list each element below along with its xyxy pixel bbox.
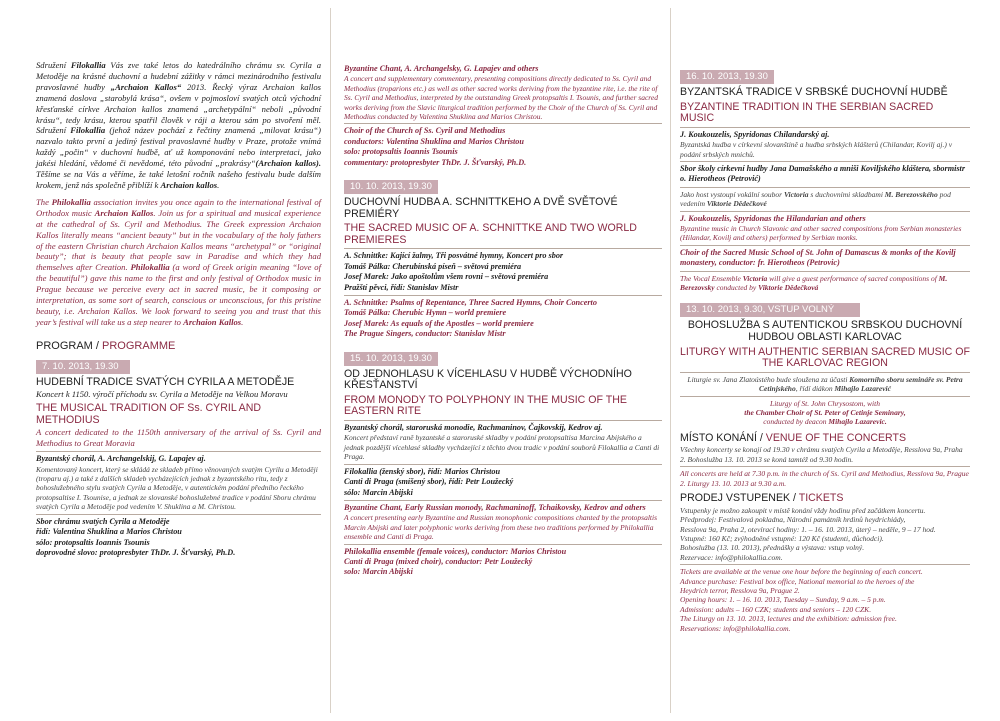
- concert1-solo-cz: sólo: protopsaltis Ioannis Tsounis: [36, 537, 150, 547]
- rule: [344, 123, 662, 124]
- concert2-title-en: THE SACRED MUSIC OF A. SCHNITTKE AND TWO WORLD PREMIERES: [344, 222, 637, 246]
- tickets-line-cz: Resslova 9a, Praha 2, otevírací hodiny: 1. – 16. 10. 2013, úterý – neděle, 9 – 17 hod.: [680, 524, 936, 534]
- liturgy-desc-en: Liturgy of St. John Chrysostom, with the Chamber Choir of St. Peter of Cetinje Seminary, conducted by deacon Mihajlo Lazarevic.: [744, 398, 906, 427]
- rule: [680, 127, 970, 128]
- liturgy-title-cz: BOHOSLUŽBA S AUTENTICKOU SRBSKOU DUCHOVNÍ HUDBOU OBLASTI KARLOVAC: [687, 319, 963, 344]
- rule: [680, 187, 970, 188]
- concert2-line-en: Tomáš Pálka: Cherubic Hymn – world premiere: [344, 308, 507, 318]
- concert3-title-en: FROM MONODY TO POLYPHONY IN THE MUSIC OF THE EASTERN RITE: [344, 393, 627, 418]
- concert1-sub-en: A concert dedicated to the 1150th anniversary of the arrival of Ss. Cyril and Methodius to Great Moravia: [36, 427, 321, 449]
- concert4-extra-en: The Vocal Ensemble Victoria will give a guest performance of sacred compositions of M. Berezovsky conducted by Viktorie Dědečková: [680, 273, 948, 293]
- concert3-ens1-cz: Filokallia (ženský sbor), řídí: Marios Christou: [344, 466, 501, 476]
- concert1-title-cz: HUDEBNÍ TRADICE SVATÝCH CYRILA A METODĚJE: [36, 375, 295, 388]
- tickets-line-en: Tickets are available at the venue one hour before the beginning of each concert.: [680, 567, 923, 577]
- concert1-title-en: THE MUSICAL TRADITION OF Ss. CYRIL AND METHODIUS: [36, 402, 262, 426]
- concert3-ens1-en: Philokallia ensemble (female voices), conductor: Marios Christou: [344, 546, 567, 556]
- tickets-line-cz: Bohoslužba (13. 10. 2013), přednášky a výstava: vstup volný.: [680, 543, 865, 553]
- column-left: [36, 60, 321, 558]
- concert2-line-cz: A. Schnittke: Kající žalmy, Tři posvátné hymny, Koncert pro sbor: [344, 251, 564, 261]
- tickets-line-cz: Vstupné: 160 Kč; zvýhodněné vstupné: 120 Kč (studenti, důchodci).: [680, 533, 884, 543]
- concert1-choir-en: Choir of the Church of Ss. Cyril and Methodius: [344, 126, 506, 136]
- liturgy-title-en: LITURGY WITH AUTHENTIC SERBIAN SACRED MUSIC OF THE KARLOVAC REGION: [680, 345, 970, 370]
- concert2-line-en: A. Schnittke: Psalms of Repentance, Three Sacred Hymns, Choir Concerto: [344, 298, 597, 308]
- tickets-line-en: Admission: adults – 160 CZK; students and seniors – 120 CZK.: [680, 604, 872, 614]
- concert4-title-cz: BYZANTSKÁ TRADICE V SRBSKÉ DUCHOVNÍ HUDBĚ: [680, 86, 948, 98]
- concert3-desc-cz: Koncert představí raně byzantské a staroruské skladby v podání protopsaltisa Marcina Abijského a jednak pozdější vícehlasé skladby vycházející z těchto dvou tradic v podání souborů Filokallia a Canti di Praga.: [344, 433, 660, 462]
- column-divider-2: [670, 8, 671, 713]
- concert1-solo-en: solo: protopsaltis Ioannis Tsounis: [344, 147, 458, 157]
- tickets-line-cz: Rezervace: info@philokallia.com.: [680, 552, 783, 562]
- concert1-conductors-en: conductors: Valentina Shuklina and Marios Christou: [344, 136, 524, 146]
- concert2-line-cz: Tomáš Pálka: Cherubínská píseň – světová premiéra: [344, 261, 522, 271]
- concert3-title-cz: OD JEDNOHLASU K VÍCEHLASU V HUDBĚ VÝCHODNÍHO KŘESŤANSTVÍ: [344, 367, 632, 392]
- tickets-line-cz: Předprodej: Festivalová pokladna, Národní památník hrdinů heydrichiády,: [680, 515, 906, 525]
- tickets-line-en: Heydrich terror, Resslova 9a, Prague 2.: [680, 585, 800, 595]
- concert3-date: 15. 10. 2013, 19.30: [344, 352, 438, 366]
- tickets-line-en: Opening hours: 1. – 16. 10. 2013, Tuesday – Sunday, 9 a.m. – 5 p.m.: [680, 595, 886, 605]
- concert4-title-en: BYZANTINE TRADITION IN THE SERBIAN SACRED MUSIC: [680, 100, 934, 125]
- rule: [344, 420, 662, 421]
- concert2-line-cz: Josef Marek: Jako apoštolům všem rovni – světová premiéra: [344, 272, 549, 282]
- liturgy-desc-cz: Liturgie sv. Jana Zlatoústého bude sloužena za účasti Komorního sboru semináře sv. Petra Cetinjského, řídí diákon Mihajlo Lazarević: [687, 374, 963, 394]
- rule: [344, 295, 662, 296]
- concert3-ens2-cz: Canti di Praga (smíšený sbor), řídí: Petr Loužecký: [344, 477, 514, 487]
- concert3-solo-en: solo: Marcin Abijski: [344, 567, 413, 577]
- concert1-desc-cz: Komentovaný koncert, který se skládá ze skladeb přímo věnovaných svatým Cyrilu a Metoději (troparu aj.) a také z dalších skladeb vycházejících jednak z byzantského ritu, tedy z bohoslužebného stylu svatých Cyrila a Metoděje, v autentickém podání předního řeckého protopsaltise I. Tsounise, a jednak ze slovanské bohoslužebné tradice v podání Sboru chrámu svatých Cyrila a Metoděje pod vedením V. Shuklina a M. Christou.: [36, 464, 318, 512]
- concert4-ens1-cz: Sbor školy církevní hudby Jana Damašského a mniši Koviljského kláštera, sbormistr o. Hierotheos (Petrović): [680, 164, 966, 184]
- rule: [344, 248, 662, 249]
- concert2-date: 10. 10. 2013, 19.30: [344, 180, 438, 194]
- concert2-line-cz: Pražští pěvci, řídí: Stanislav Mistr: [344, 282, 459, 292]
- rule: [680, 161, 970, 162]
- rule: [680, 271, 970, 272]
- tickets-heading: PRODEJ VSTUPENEK / TICKETS: [680, 492, 844, 505]
- concert1-word-en: commentary: protopresbyter ThDr. J. Šťvarský, Ph.D.: [344, 157, 527, 167]
- concert1-desc-en: A concert and supplementary commentary, presenting compositions directly dedicated to Ss. Cyril and Methodius (troparions etc.) as well as other sacred works deriving from the byzantine rite, i.e. the rite of Ss. Cyril and Methodius, interpreted by the outstanding Greek protopsaltis I. Tsounis, and further sacred works deriving from the Slavic liturgical tradition performed by the Choir of the Church of Ss. Cyril and Methodius conducted by Valentina Shuklina and Marios Christou.: [344, 74, 659, 122]
- concert1-sub-cz: Koncert k 1150. výročí příchodu sv. Cyrila a Metoděje na Velkou Moravu: [36, 389, 288, 400]
- intro-czech: Sdružení Filokallia Vás zve také letos do katedrálního chrámu sv. Cyrila a Metoděje na krásné duchovní a hudební zážitky v rámci mezinárodního festivalu pravoslavné hudby „Archaion Kallos“ 2013. Řecký výraz Archaion kallos znamená doslova „starobylá krása“, ovšem v pojmosloví svatých otců východní křesťanské církve Archaion kallos znamená „archetypální“ neboli „původní krásu“, tedy krásu, kterou spatřil člověk v ráji a kterou sám po stvoření měl. Sdružení Filokallia (jehož název pochází z řečtiny znamená „milovat krásu“) nazvalo takto první a jediný festival pravoslavné hudby v Praze, protože vnímá každý „počin“ v duchovní hudbě, ať už komponování nebo interpretaci, jako jakési hledání, vědomé či nevědomé, této původní „prakrásy“(Archaion kallos). Těšíme se na Vás a věříme, že také letošní ročník našeho festivalu bude dalším krokem, jenž nás společně přiblíží k Archaion kallos.: [36, 60, 322, 190]
- concert1-program-en: Byzantine Chant, A. Archangelsky, G. Lapajev and others: [344, 64, 539, 73]
- concert4-date: 16. 10. 2013, 19.30: [680, 70, 774, 84]
- rule: [680, 245, 970, 246]
- rule: [680, 564, 970, 565]
- venue-text-cz: Všechny koncerty se konají od 19.30 v chrámu svatých Cyrila a Metoděje, Resslova 9a, Praha 2. Bohoslužba 13. 10. 2013 se koná tamtéž od 9.30 hodin.: [680, 445, 963, 464]
- concert2-line-en: Josef Marek: As equals of the Apostles – world premiere: [344, 318, 534, 328]
- rule: [680, 372, 970, 373]
- intro-english: The Philokallia association invites you once again to the international festival of Orthodox music Archaion Kallos. Join us for a spiritual and musical experience at the cathedral of Ss. Cyril and Methodius. The Greek expression Archaion Kallos literally means “ancient beauty” but in the vocabulary of the holy fathers of the eastern Christian church Archaion Kallos means “archetypal” or “original beauty”; that is beauty that people saw in Paradise and which they had themselves after Creation. Philokallia (a word of Greek origin meaning “love of the beautiful”) gave this name to the first and only festival of Orthodox music in Prague because we perceive every act in sacred music, be it composing or interpretation, as some sort of search, conscious or unconscious, for this pristine beauty, i.e. Archaion Kallos. We look forward to seeing you and trust that this year’s festival will take us a step nearer to Archaion Kallos.: [36, 196, 322, 327]
- concert3-ens2-en: Canti di Praga (mixed choir), conductor: Petr Loužecký: [344, 556, 533, 566]
- column-divider-1: [330, 8, 331, 713]
- concert4-program-en: J. Koukouzelis, Spyridonas the Hilandarian and others: [680, 213, 866, 223]
- tickets-line-en: Reservations: info@philokallia.com.: [680, 623, 791, 633]
- concert3-program-cz: Byzantský chorál, staroruská monodie, Rachmaninov, Čajkovskij, Kedrov aj.: [344, 423, 603, 433]
- liturgy-date: 13. 10. 2013, 9.30, VSTUP VOLNÝ: [680, 303, 860, 317]
- concert1-date: 7. 10. 2013, 19.30: [36, 360, 130, 374]
- concert4-extra-cz: Jako host vystoupí vokální soubor Victoria s duchovními skladbami M. Berezovského pod vedením Viktorie Dědečkové: [680, 189, 951, 209]
- concert4-desc-en: Byzantine music in Church Slavonic and other sacred compositions from Serbian monasteries (Hilandar, Kovilj and others) performed by Serbian monks.: [680, 224, 962, 243]
- concert1-word-cz: doprovodné slovo: protopresbyter ThDr. J. Šťvarský, Ph.D.: [36, 547, 236, 557]
- rule: [36, 514, 321, 515]
- concert4-desc-cz: Byzantská hudba v církevní slovanštině a hudba srbských klášterů (Chilandar, Kovilj aj.) v podání srbských mnichů.: [680, 140, 953, 159]
- tickets-line-cz: Vstupenky je možno zakoupit v místě konání vždy hodinu před začátkem koncertu.: [680, 505, 926, 515]
- concert1-choir-cz: Sbor chrámu svatých Cyrila a Metoděje: [36, 516, 170, 526]
- concert2-line-en: The Prague Singers, conductor: Stanislav Mistr: [344, 329, 506, 339]
- concert4-program-cz: J. Koukouzelis, Spyridonas Chilandarský aj.: [680, 129, 830, 139]
- tickets-line-en: The Liturgy on 13. 10. 2013, lectures and the exhibition: admission free.: [680, 614, 897, 624]
- venue-text-en: All concerts are held at 7.30 p.m. in the church of Ss. Cyril and Methodius, Resslova 9a, Prague 2. Liturgy 13. 10. 2013 at 9.30 a.m.: [680, 469, 969, 488]
- rule: [344, 500, 662, 501]
- concert4-ens1-en: Choir of the Sacred Music School of St. John of Damascus & monks of the Kovilj monastery, conductor: fr. Hierotheos (Petrovic): [680, 247, 956, 268]
- venue-heading: MÍSTO KONÁNÍ / VENUE OF THE CONCERTS: [680, 431, 907, 444]
- concert3-desc-en: A concert presenting early Byzantine and Russian monophonic compositions chanted by the protopsaltis Marcin Abijski and later polyphonic works deriving from these two traditions performed by Philokallia ensemble and Canti di Praga.: [344, 513, 658, 542]
- concert3-program-en: Byzantine Chant, Early Russian monody, Rachmaninoff, Tchaikovsky, Kedrov and others: [344, 502, 646, 512]
- rule: [344, 464, 662, 465]
- rule: [36, 451, 321, 452]
- program-heading: PROGRAM / PROGRAMME: [36, 339, 176, 352]
- tickets-line-en: Advance purchase: Festival box office, National memorial to the heroes of the: [680, 576, 915, 586]
- rule: [680, 396, 970, 397]
- rule: [344, 544, 662, 545]
- concert1-conductors-cz: řídí: Valentina Shuklina a Marios Christou: [36, 527, 182, 537]
- column-middle: [344, 64, 662, 578]
- column-right: [680, 66, 970, 633]
- rule: [680, 211, 970, 212]
- concert2-title-cz: DUCHOVNÍ HUDBA A. SCHNITTKEHO A DVĚ SVĚTOVÉ PREMIÉRY: [344, 196, 618, 220]
- concert1-program-cz: Byzantský chorál, A. Archangelskij, G. Lapajev aj.: [36, 454, 206, 464]
- concert3-solo-cz: sólo: Marcin Abijski: [344, 487, 413, 497]
- rule: [680, 466, 970, 467]
